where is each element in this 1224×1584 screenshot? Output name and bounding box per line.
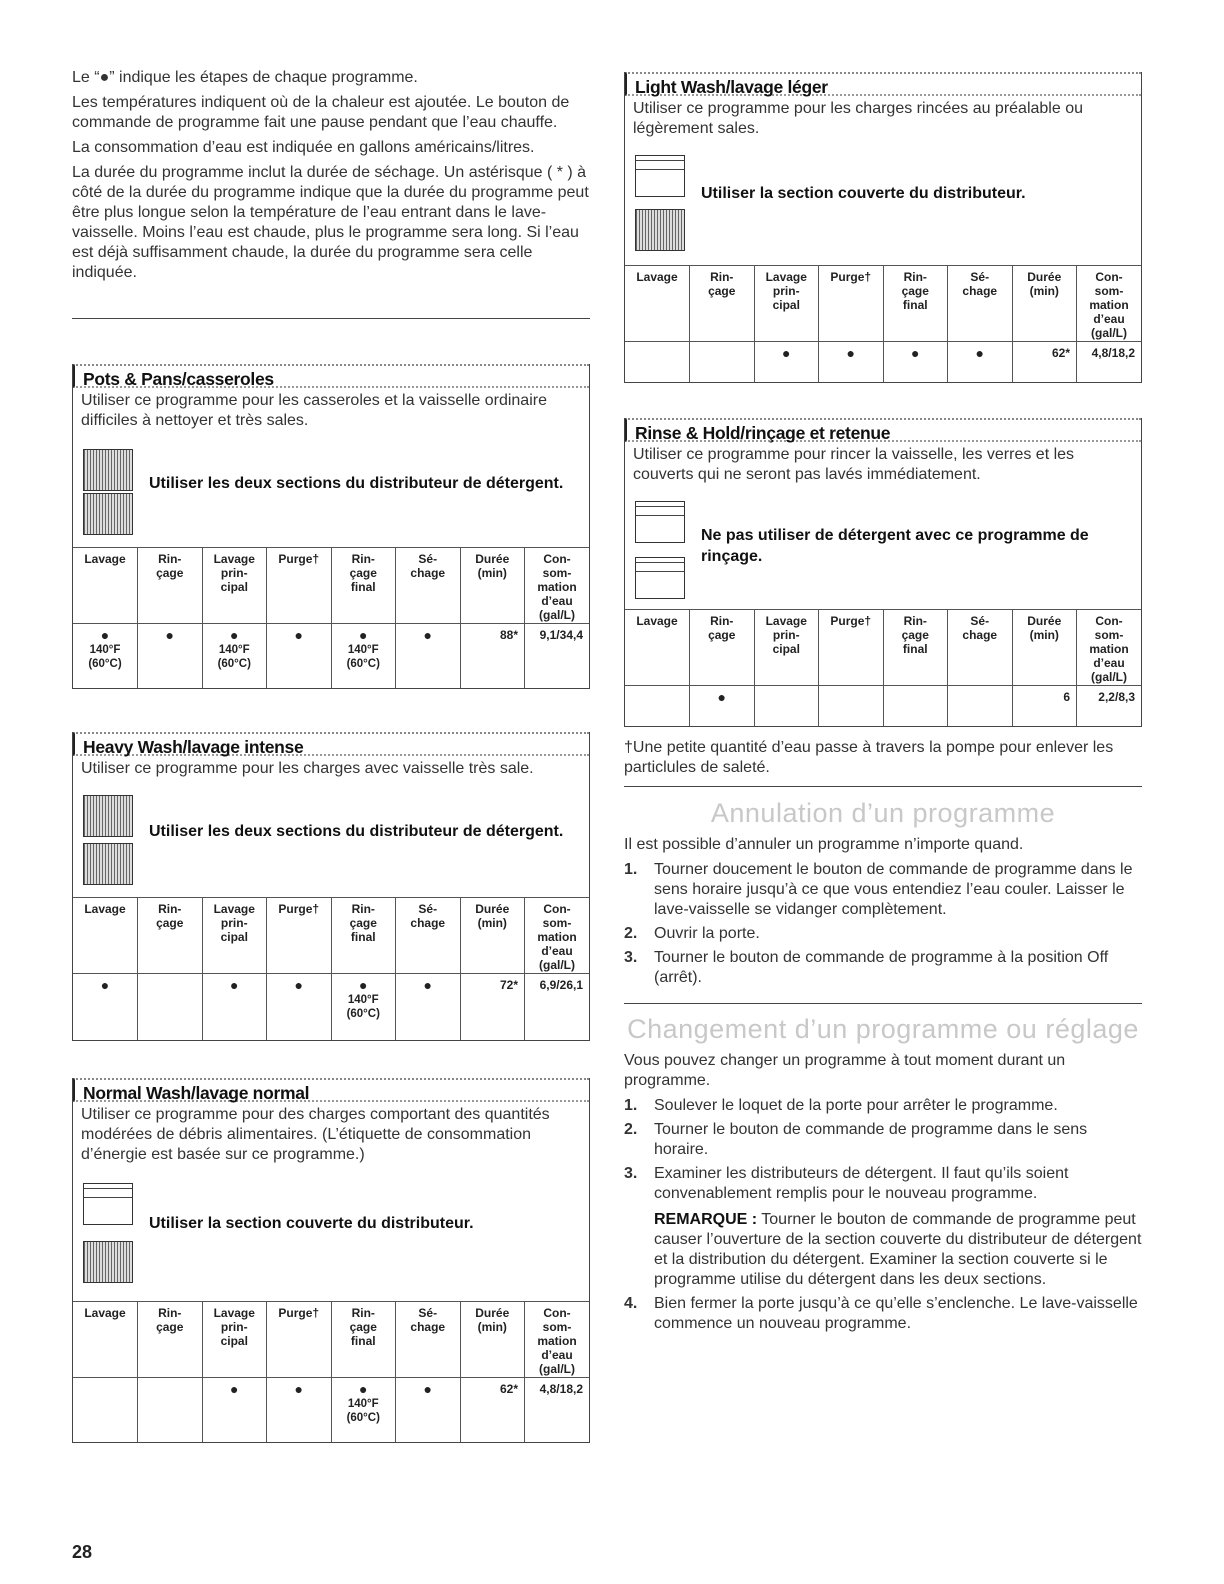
column-header: Con- som- mation d’eau (gal/L) bbox=[525, 548, 590, 624]
program-description: Utiliser ce programme pour les casseroles et la vaisselle ordinaire difficiles à nettoyer et très sales. bbox=[81, 392, 547, 429]
dispenser-main-section-icon bbox=[83, 1241, 133, 1283]
program-description: Utiliser ce programme pour les charges avec vaisselle très sale. bbox=[81, 760, 534, 777]
dispenser-main-section-icon bbox=[635, 209, 685, 251]
table-cell: ● 140°F (60°C) bbox=[331, 974, 396, 1040]
column-header: Rin- çage bbox=[138, 898, 203, 974]
dispenser-instructions bbox=[73, 1165, 589, 1301]
table-header-row bbox=[625, 266, 1141, 342]
table-cell: ● bbox=[948, 342, 1013, 382]
program-table bbox=[625, 265, 1141, 382]
remarque-note: REMARQUE : Tourner le bouton de commande de programme peut causer l’ouverture de la section couverte du distributeur de détergent et la distribution du détergent. Examiner la section couverte si le programme utilise du détergent dans les deux sections. bbox=[654, 1211, 1142, 1288]
footnote: †Une petite quantité d’eau passe à travers la pompe pour enlever les particlules de saleté. bbox=[624, 739, 1114, 776]
table-header-row bbox=[625, 610, 1141, 686]
program-title: Light Wash/lavage léger bbox=[625, 72, 1141, 96]
column-header: Purge† bbox=[819, 266, 884, 342]
dispenser-covered-section-icon bbox=[83, 493, 133, 535]
column-header: Con- som- mation d’eau (gal/L) bbox=[1077, 610, 1142, 686]
program-table bbox=[73, 897, 589, 1040]
column-header: Rin- çage bbox=[138, 1302, 203, 1378]
column-header: Durée (min) bbox=[1012, 266, 1077, 342]
table-cell: ● bbox=[396, 624, 461, 688]
column-header: Con- som- mation d’eau (gal/L) bbox=[1077, 266, 1142, 342]
table-cell bbox=[690, 342, 755, 382]
section-intro: Il est possible d’annuler un programme n’importe quand. bbox=[624, 836, 1024, 853]
page-number: 28 bbox=[72, 1542, 93, 1562]
column-header: Lavage prin- cipal bbox=[202, 898, 267, 974]
table-cell: 9,1/34,4 bbox=[525, 624, 590, 688]
list-item: 4. Bien fermer la porte jusqu’à ce qu’elle s’enclenche. Le lave-vaisselle commence un nouveau programme. bbox=[624, 1295, 1138, 1332]
column-header: Lavage bbox=[73, 898, 138, 974]
table-cell: ● bbox=[883, 342, 948, 382]
section-title: Changement d’un programme ou réglage bbox=[627, 1014, 1139, 1044]
list-item: 3. Tourner le bouton de commande de programme à la position Off (arrêt). bbox=[624, 949, 1109, 986]
table-cell: ● bbox=[73, 974, 138, 1040]
list-item: 1. Soulever le loquet de la porte pour arrêter le programme. bbox=[624, 1097, 1058, 1114]
column-header: Rin- çage final bbox=[331, 548, 396, 624]
dispenser-covered-section-icon bbox=[635, 501, 685, 543]
column-header: Durée (min) bbox=[460, 548, 525, 624]
dispenser-covered-section-icon bbox=[83, 843, 133, 885]
program-pots-pans bbox=[72, 364, 590, 689]
table-row bbox=[625, 686, 1141, 726]
column-header: Purge† bbox=[267, 898, 332, 974]
dispenser-instructions bbox=[625, 139, 1141, 265]
table-cell: ● 140°F (60°C) bbox=[331, 624, 396, 688]
dispenser-note: Ne pas utiliser de détergent avec ce programme de rinçage. bbox=[701, 527, 1089, 565]
program-title: Normal Wash/lavage normal bbox=[73, 1078, 589, 1102]
table-cell bbox=[625, 686, 690, 726]
dispenser-instructions bbox=[625, 485, 1141, 609]
cancel-steps bbox=[624, 860, 1142, 988]
program-heavy-wash bbox=[72, 732, 590, 1041]
column-header: Lavage bbox=[73, 1302, 138, 1378]
column-header: Lavage prin- cipal bbox=[202, 1302, 267, 1378]
intro-text bbox=[72, 68, 590, 288]
intro-paragraph: La durée du programme inclut la durée de séchage. Un astérisque ( * ) à côté de la durée du programme indique que la durée du programme peut être plus longue selon la température de l’eau entrant dans le lave-vaisselle. Moins l’eau est chaude, plus le programme sera long. Si l’eau est déjà suffisamment chaude, la durée du programme sera celle indiquée. bbox=[72, 164, 589, 281]
column-header: Lavage bbox=[625, 266, 690, 342]
table-cell: ● bbox=[754, 342, 819, 382]
table-header-row bbox=[73, 898, 589, 974]
program-light-wash bbox=[624, 72, 1142, 383]
table-cell: 62* bbox=[460, 1378, 525, 1442]
list-item: 2. Tourner le bouton de commande de programme dans le sens horaire. bbox=[624, 1121, 1088, 1158]
column-header: Sé- chage bbox=[396, 898, 461, 974]
table-cell: 62* bbox=[1012, 342, 1077, 382]
dispenser-covered-section-icon bbox=[635, 155, 685, 197]
column-header: Lavage prin- cipal bbox=[202, 548, 267, 624]
section-title: Annulation d’un programme bbox=[710, 798, 1056, 828]
column-header: Con- som- mation d’eau (gal/L) bbox=[525, 898, 590, 974]
table-cell: 4,8/18,2 bbox=[525, 1378, 590, 1442]
table-cell: ● bbox=[267, 974, 332, 1040]
dispenser-note: Utiliser la section couverte du distributeur. bbox=[149, 1215, 474, 1232]
program-title: Heavy Wash/lavage intense bbox=[73, 732, 589, 756]
column-header: Lavage prin- cipal bbox=[754, 266, 819, 342]
table-row bbox=[73, 624, 589, 688]
column-header: Rin- çage final bbox=[331, 898, 396, 974]
table-cell: ● bbox=[267, 1378, 332, 1442]
program-title: Pots & Pans/casseroles bbox=[73, 364, 589, 388]
column-header: Sé- chage bbox=[396, 548, 461, 624]
table-cell: 6,9/26,1 bbox=[525, 974, 590, 1040]
cancel-section bbox=[624, 798, 1142, 992]
divider bbox=[624, 786, 1142, 787]
column-header: Rin- çage bbox=[138, 548, 203, 624]
dispenser-main-section-icon bbox=[83, 449, 133, 491]
column-header: Purge† bbox=[267, 1302, 332, 1378]
table-cell bbox=[625, 342, 690, 382]
table-cell: ● bbox=[202, 974, 267, 1040]
column-header: Durée (min) bbox=[1012, 610, 1077, 686]
table-cell: ● bbox=[202, 1378, 267, 1442]
list-item: 2. Ouvrir la porte. bbox=[624, 925, 760, 942]
program-normal-wash bbox=[72, 1078, 590, 1443]
section-intro: Vous pouvez changer un programme à tout moment durant un programme. bbox=[624, 1052, 1066, 1089]
column-header: Sé- chage bbox=[948, 266, 1013, 342]
program-table bbox=[73, 547, 589, 688]
dispenser-covered-section-icon bbox=[83, 1183, 133, 1225]
table-row bbox=[73, 1378, 589, 1442]
table-cell bbox=[754, 686, 819, 726]
table-cell bbox=[819, 686, 884, 726]
dispenser-note: Utiliser les deux sections du distributeur de détergent. bbox=[149, 823, 564, 840]
table-cell: ● bbox=[396, 974, 461, 1040]
table-cell: ● bbox=[138, 624, 203, 688]
divider bbox=[624, 1003, 1142, 1004]
table-cell bbox=[138, 1378, 203, 1442]
table-cell: ● bbox=[690, 686, 755, 726]
table-cell: 6 bbox=[1012, 686, 1077, 726]
dispenser-note: Utiliser la section couverte du distributeur. bbox=[701, 185, 1026, 202]
table-cell: 4,8/18,2 bbox=[1077, 342, 1142, 382]
program-table bbox=[625, 609, 1141, 726]
column-header: Purge† bbox=[819, 610, 884, 686]
list-item: 3. Examiner les distributeurs de détergent. Il faut qu’ils soient convenablement remplis pour le nouveau programme. REMARQUE : Tourner le bouton de commande de programme peut causer l’ouverture de la section couverte du distributeur de détergent et la distribution du détergent. Examiner la section couverte si le programme utilise du détergent dans les deux sections. bbox=[624, 1165, 1142, 1288]
table-header-row bbox=[73, 1302, 589, 1378]
column-header: Durée (min) bbox=[460, 1302, 525, 1378]
column-header: Sé- chage bbox=[396, 1302, 461, 1378]
column-header: Rin- çage final bbox=[883, 610, 948, 686]
table-row bbox=[625, 342, 1141, 382]
dispenser-instructions bbox=[73, 431, 589, 547]
intro-paragraph: Le “●” indique les étapes de chaque programme. bbox=[72, 69, 418, 86]
column-header: Rin- çage bbox=[690, 610, 755, 686]
table-row bbox=[73, 974, 589, 1040]
divider bbox=[72, 318, 590, 319]
table-cell bbox=[138, 974, 203, 1040]
table-cell: 72* bbox=[460, 974, 525, 1040]
table-cell: ● 140°F (60°C) bbox=[73, 624, 138, 688]
program-description: Utiliser ce programme pour les charges rincées au préalable ou légèrement sales. bbox=[633, 100, 1083, 137]
program-description: Utiliser ce programme pour des charges comportant des quantités modérées de débris alimentaires. (L’étiquette de consommation d’énergie est basée sur ce programme.) bbox=[81, 1106, 550, 1163]
column-header: Lavage bbox=[625, 610, 690, 686]
dispenser-main-section-icon bbox=[635, 557, 685, 599]
change-section bbox=[624, 1014, 1142, 1338]
column-header: Durée (min) bbox=[460, 898, 525, 974]
program-description: Utiliser ce programme pour rincer la vaisselle, les verres et les couverts qui ne seront pas lavés immédiatement. bbox=[633, 446, 1075, 483]
table-cell bbox=[883, 686, 948, 726]
column-header: Rin- çage final bbox=[331, 1302, 396, 1378]
dispenser-main-section-icon bbox=[83, 795, 133, 837]
table-cell: ● bbox=[396, 1378, 461, 1442]
table-cell bbox=[948, 686, 1013, 726]
table-cell bbox=[73, 1378, 138, 1442]
column-header: Con- som- mation d’eau (gal/L) bbox=[525, 1302, 590, 1378]
column-header: Rin- çage bbox=[690, 266, 755, 342]
program-title: Rinse & Hold/rinçage et retenue bbox=[625, 418, 1141, 442]
table-cell: 88* bbox=[460, 624, 525, 688]
column-header: Lavage bbox=[73, 548, 138, 624]
dispenser-instructions bbox=[73, 779, 589, 897]
dispenser-note: Utiliser les deux sections du distributeur de détergent. bbox=[149, 475, 564, 492]
column-header: Lavage prin- cipal bbox=[754, 610, 819, 686]
intro-paragraph: La consommation d’eau est indiquée en gallons américains/litres. bbox=[72, 139, 535, 156]
table-cell: ● bbox=[267, 624, 332, 688]
table-cell: ● bbox=[819, 342, 884, 382]
intro-paragraph: Les températures indiquent où de la chaleur est ajoutée. Le bouton de commande de programme fait une pause pendant que l’eau chauffe. bbox=[72, 94, 570, 131]
table-cell: ● 140°F (60°C) bbox=[202, 624, 267, 688]
change-steps bbox=[624, 1096, 1142, 1334]
table-cell: 2,2/8,3 bbox=[1077, 686, 1142, 726]
column-header: Rin- çage final bbox=[883, 266, 948, 342]
column-header: Purge† bbox=[267, 548, 332, 624]
program-table bbox=[73, 1301, 589, 1442]
column-header: Sé- chage bbox=[948, 610, 1013, 686]
program-rinse-hold bbox=[624, 418, 1142, 727]
list-item: 1. Tourner doucement le bouton de commande de programme dans le sens horaire jusqu’à ce que vous entendiez l’eau couler. Laisser le lave-vaisselle se vidanger complètement. bbox=[624, 861, 1133, 918]
table-cell: ● 140°F (60°C) bbox=[331, 1378, 396, 1442]
table-header-row bbox=[73, 548, 589, 624]
